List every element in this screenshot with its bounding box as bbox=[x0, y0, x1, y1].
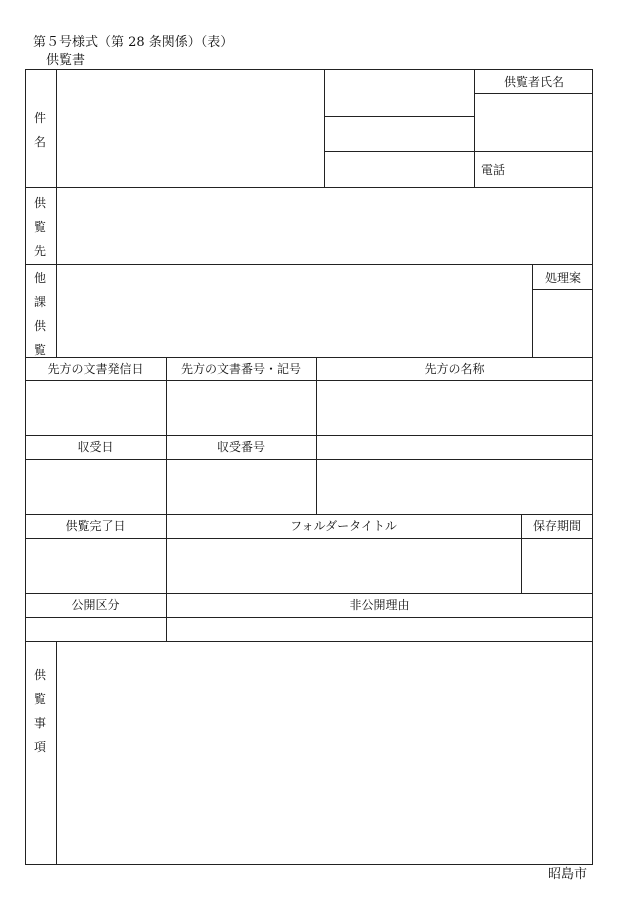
phone-field[interactable] bbox=[510, 152, 592, 187]
subject-sub-field-1[interactable] bbox=[325, 70, 474, 116]
folder-title-field[interactable] bbox=[167, 539, 521, 593]
sender-number-header: 先方の文書番号・記号 bbox=[180, 362, 301, 376]
sender-name-header: 先方の名称 bbox=[424, 362, 485, 376]
nondisclosure-reason-header: 非公開理由 bbox=[349, 598, 410, 612]
subject-sub-field-2[interactable] bbox=[325, 117, 474, 151]
circulation-items-label: 供 覧 事 項 bbox=[33, 668, 46, 754]
phone-label: 電話 bbox=[481, 163, 506, 177]
completion-date-field[interactable] bbox=[26, 539, 166, 593]
recipient-field[interactable] bbox=[57, 188, 592, 264]
action-plan-field[interactable] bbox=[533, 290, 592, 357]
applicant-name-field[interactable] bbox=[475, 94, 592, 151]
sender-date-field[interactable] bbox=[26, 381, 166, 435]
city-name: 昭島市 bbox=[548, 867, 588, 882]
subject-label: 件 名 bbox=[33, 111, 46, 149]
other-dept-field[interactable] bbox=[57, 265, 532, 357]
circulation-items-field[interactable] bbox=[57, 642, 592, 864]
nondisclosure-reason-field[interactable] bbox=[167, 618, 592, 640]
receipt-date-field[interactable] bbox=[26, 460, 166, 513]
sender-number-field[interactable] bbox=[167, 381, 316, 435]
action-plan-label: 処理案 bbox=[544, 271, 581, 285]
disclosure-category-header: 公開区分 bbox=[71, 598, 120, 612]
receipt-number-field[interactable] bbox=[167, 460, 316, 513]
retention-period-field[interactable] bbox=[522, 539, 592, 593]
recipient-label: 供 覧 先 bbox=[33, 196, 46, 258]
sender-date-header: 先方の文書発信日 bbox=[47, 362, 144, 376]
disclosure-category-field[interactable] bbox=[26, 618, 166, 640]
sender-name-field[interactable] bbox=[317, 381, 592, 435]
applicant-name-label: 供覧者氏名 bbox=[503, 75, 564, 89]
completion-date-header: 供覧完了日 bbox=[65, 519, 126, 533]
receipt-date-header: 収受日 bbox=[77, 440, 114, 454]
other-dept-label: 他 課 供 覧 bbox=[33, 271, 46, 357]
document-title: 供覧書 bbox=[46, 53, 86, 68]
receipt-extra-field[interactable] bbox=[317, 436, 592, 513]
folder-title-header: フォルダータイトル bbox=[290, 519, 397, 533]
retention-period-header: 保存期間 bbox=[532, 519, 581, 533]
subject-field[interactable] bbox=[57, 70, 323, 187]
form-number: 第５号様式（第 28 条関係）（表） bbox=[33, 35, 234, 50]
subject-sub-field-3[interactable] bbox=[325, 152, 474, 187]
receipt-number-header: 収受番号 bbox=[216, 440, 265, 454]
